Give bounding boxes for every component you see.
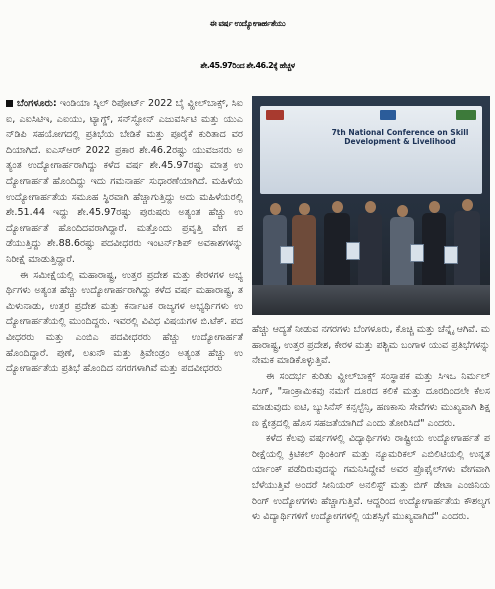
headline-line-1: ಈ ವರ್ಷ ಉದ್ಯೋಗಾರ್ಹತೆಯು — [209, 19, 286, 28]
article-paragraph — [6, 96, 243, 268]
article-column-left — [6, 96, 243, 377]
stage-backdrop — [260, 106, 482, 194]
report-booklet — [346, 242, 360, 260]
dateline: ಬೆಂಗಳೂರು: — [17, 98, 57, 109]
paragraph-text: ಇಂಡಿಯಾ ಸ್ಕಿಲ್ ರಿಪೋರ್ಟ್ 2022 ಬೈ ವ್ಹೀಲ್‌ಬಾಕ್ಸ್, ಸಿಐಐ, ಎಐಸಿಟಿಇ, ಎಐಯು, ಟ್ಯಾಗ್ಡ್, ಸನ್‌ಸ್ಟೋನ್ ಎಜುವರ್ಸಿಟಿ ಮತ್ತು ಯುಎನ್‌ಡಿಪಿ ಸಹಯೋಗದಲ್ಲಿ ಪ್ರತಿಭೆಯ ಬೇಡಿಕೆ ಮತ್ತು ಪೂರೈಕೆ ಕುರಿತಾದ ವರದಿಯಾಗಿದೆ. ಐಎಸ್‌ಆರ್ 2022 ಪ್ರಕಾರ ಶೇ.46.2ರಷ್ಟು ಯುವಜನರು ಅತ್ಯಂತ ಉದ್ಯೋಗಾರ್ಹರಾಗಿದ್ದು ಕಳೆದ ವರ್ಷ ಶೇ.45.97ರಷ್ಟು ಮಾತ್ರ ಉದ್ಯೋಗಾರ್ಹತೆ ಹೊಂದಿದ್ದು ಇದು ಗಮನಾರ್ಹ ಸುಧಾರಣೆಯಾಗಿದೆ. ಮಹಿಳೆಯ ಉದ್ಯೋಗಾರ್ಹತೆಯ ಸಮೂಹ ಸ್ಥಿರವಾಗಿ ಹೆಚ್ಚಾಗುತ್ತಿದ್ದು ಅದು ಮಹಿಳೆಯರಲ್ಲಿ ಶೇ.51.44 ಇದ್ದು ಶೇ.45.97ರಷ್ಟು ಪುರುಷರು ಅತ್ಯಂತ ಹೆಚ್ಚು ಉದ್ಯೋಗಾರ್ಹತೆ ಹೊಂದಿದವರಾಗಿದ್ದಾರೆ. ಮತ್ತೊಂದು ಪ್ರವೃತ್ತಿ ವೇಗ ಪಡೆಯುತ್ತಿದ್ದು ಶೇ.88.6ರಷ್ಟು ಪದವೀಧರರು ಇಂಟರ್ನ್‌ಶಿಪ್ ಅವಕಾಶಗಳನ್ನು ನಿರೀಕ್ಷೆ ಮಾಡುತ್ತಿದ್ದಾರೆ. — [6, 98, 243, 265]
headline-line-2: ಶೇ.45.97ರಿಂದ ಶೇ.46.2ಕ್ಕೆ ಹೆಚ್ಚಳ — [200, 61, 295, 70]
article-paragraph: ಹೆಚ್ಚು ಆದ್ಯತೆ ನೀಡುವ ನಗರಗಳು ಬೆಂಗಳೂರು, ಕೊಚ್ಚಿ ಮತ್ತು ಚೆನ್ನೈ ಆಗಿವೆ. ಮಹಾರಾಷ್ಟ್ರ, ಉತ್ತರ ಪ್ರದೇಶ, ಕೇರಳ ಮತ್ತು ಪಶ್ಚಿಮ ಬಂಗಾಳ ಯುವ ಪ್ರತಿಭೆಗಳನ್ನು ನೇಮಕ ಮಾಡಿಕೊಳ್ಳುತ್ತಿವೆ. — [252, 324, 490, 367]
conference-photo — [252, 96, 490, 315]
person-head — [332, 201, 343, 213]
person-head — [462, 199, 473, 211]
article-paragraph: ಈ ಸಮೀಕ್ಷೆಯಲ್ಲಿ ಮಹಾರಾಷ್ಟ್ರ, ಉತ್ತರ ಪ್ರದೇಶ ಮತ್ತು ಕೇರಳಗಳ ಅಭ್ಯರ್ಥಿಗಳು ಅತ್ಯಂತ ಹೆಚ್ಚು ಉದ್ಯೋಗಾರ್ಹರಾಗಿದ್ದು ಕಳೆದ ವರ್ಷ ಮಹಾರಾಷ್ಟ್ರ, ತಮಿಳುನಾಡು, ಉತ್ತರ ಪ್ರದೇಶ ಮತ್ತು ಕರ್ನಾಟಕ ರಾಜ್ಯಗಳ ಅಭ್ಯರ್ಥಿಗಳು ಉದ್ಯೋಗಾರ್ಹತೆಯಲ್ಲಿ ಮುಂದಿದ್ದರು. ಇವರಲ್ಲಿ ವಿವಿಧ ವಿಷಯಗಳ ಬಿ.ಟೆಕ್. ಪದವೀಧರರು ಮತ್ತು ಎಂಬಿಎ ಪದವೀಧರರು ಹೆಚ್ಚು ಉದ್ಯೋಗಾರ್ಹತೆ ಹೊಂದಿದ್ದಾರೆ. ಪುಣೆ, ಲಖನೌ ಮತ್ತು ತ್ರಿವೇಂಡ್ರಂ ಅತ್ಯಂತ ಹೆಚ್ಚು ಉದ್ಯೋಗಾರ್ಹತೆಯ ಪ್ರತಿಭೆ ಹೊಂದಿದ ನಗರಗಳಾಗಿವೆ ಮತ್ತು ಪದವೀಧರರು — [6, 269, 243, 375]
report-booklet — [280, 246, 294, 264]
banner-text: 7th National Conference on Skill Development & Livelihood — [331, 128, 469, 146]
article-paragraph: ಈ ಸಂದರ್ಭ ಕುರಿತು ವ್ಹೀಲ್‌ಬಾಕ್ಸ್ ಸಂಸ್ಥಾಪಕ ಮತ್ತು ಸಿಇಒ ನಿರ್ಮಲ್ ಸಿಂಗ್, "ಸಾಂಕ್ರಾಮಿಕವು ನಮಗೆ ದೂರದ ಕಲಿಕೆ ಮತ್ತು ದೂರದಿಂದಲೇ ಕೆಲಸ ಮಾಡುವುದು ಐಟಿ, ಬ್ಯುಸಿನೆಸ್ ಕನ್ಸಲ್ಟೆನ್ಸಿ, ಹಣಕಾಸು ಸೇವೆಗಳು ಮುಖ್ಯವಾಗಿ ಶಿಕ್ಷಣ ಕ್ಷೇತ್ರದಲ್ಲಿ ಹೊಸ ಸಹಜತೆಯಾಗಿದೆ ಎಂದು ತೋರಿಸಿದೆ" ಎಂದರು. — [252, 370, 490, 429]
person-head — [397, 205, 408, 217]
logo-mark — [266, 110, 284, 120]
article-paragraph: ಕಳೆದ ಕೆಲವು ವರ್ಷಗಳಲ್ಲಿ ವಿದ್ಯಾರ್ಥಿಗಳು ರಾಷ್ಟ್ರೀಯ ಉದ್ಯೋಗಾರ್ಹತೆ ಪರೀಕ್ಷೆಯಲ್ಲಿ ಕ್ರಿಟಿಕಲ್ ಥಿಂಕಿಂಗ್ ಮತ್ತು ನ್ಯೂಮರಿಕಲ್ ಎಬಿಲಿಟಿಯಲ್ಲಿ ಉನ್ನತ ರ್ಯಾಂಕ್ ಪಡೆದಿರುವುದನ್ನು ಗಮನಿಸಿದ್ದೇವೆ ಅವರ ಪ್ರೊಫೈಲ್‌ಗಳು ವೇಗವಾಗಿ ಬೆಳೆಯುತ್ತಿವೆ ಅಂದರೆ ಸೀನಿಯರ್ ಅನಲಿಸ್ಟ್ ಮತ್ತು ಬಿಗ್ ಡೇಟಾ ಎಂಜಿನಿಯರಿಂಗ್ ಉದ್ಯೋಗಗಳು ಹೆಚ್ಚಾಗುತ್ತಿವೆ. ಆದ್ದರಿಂದ ಉದ್ಯೋಗಾರ್ಹತೆಯ ಕೌಶಲ್ಯಗಳು ವಿದ್ಯಾರ್ಥಿಗಳಿಗೆ ಉದ್ಯೋಗಗಳಲ್ಲಿ ಯಶಸ್ಸಿಗೆ ಮುಖ್ಯವಾಗಿದೆ" ಎಂದರು. — [252, 433, 490, 523]
person-head — [270, 203, 281, 215]
person-head — [365, 201, 376, 213]
person-head — [299, 203, 310, 215]
report-booklet — [410, 244, 424, 262]
bullet-square-icon — [6, 100, 13, 107]
stage-floor — [252, 285, 490, 315]
person-head — [429, 201, 440, 213]
report-booklet — [444, 246, 458, 264]
logo-mark — [456, 110, 476, 120]
article-column-right — [252, 322, 490, 525]
logo-mark — [380, 110, 396, 120]
